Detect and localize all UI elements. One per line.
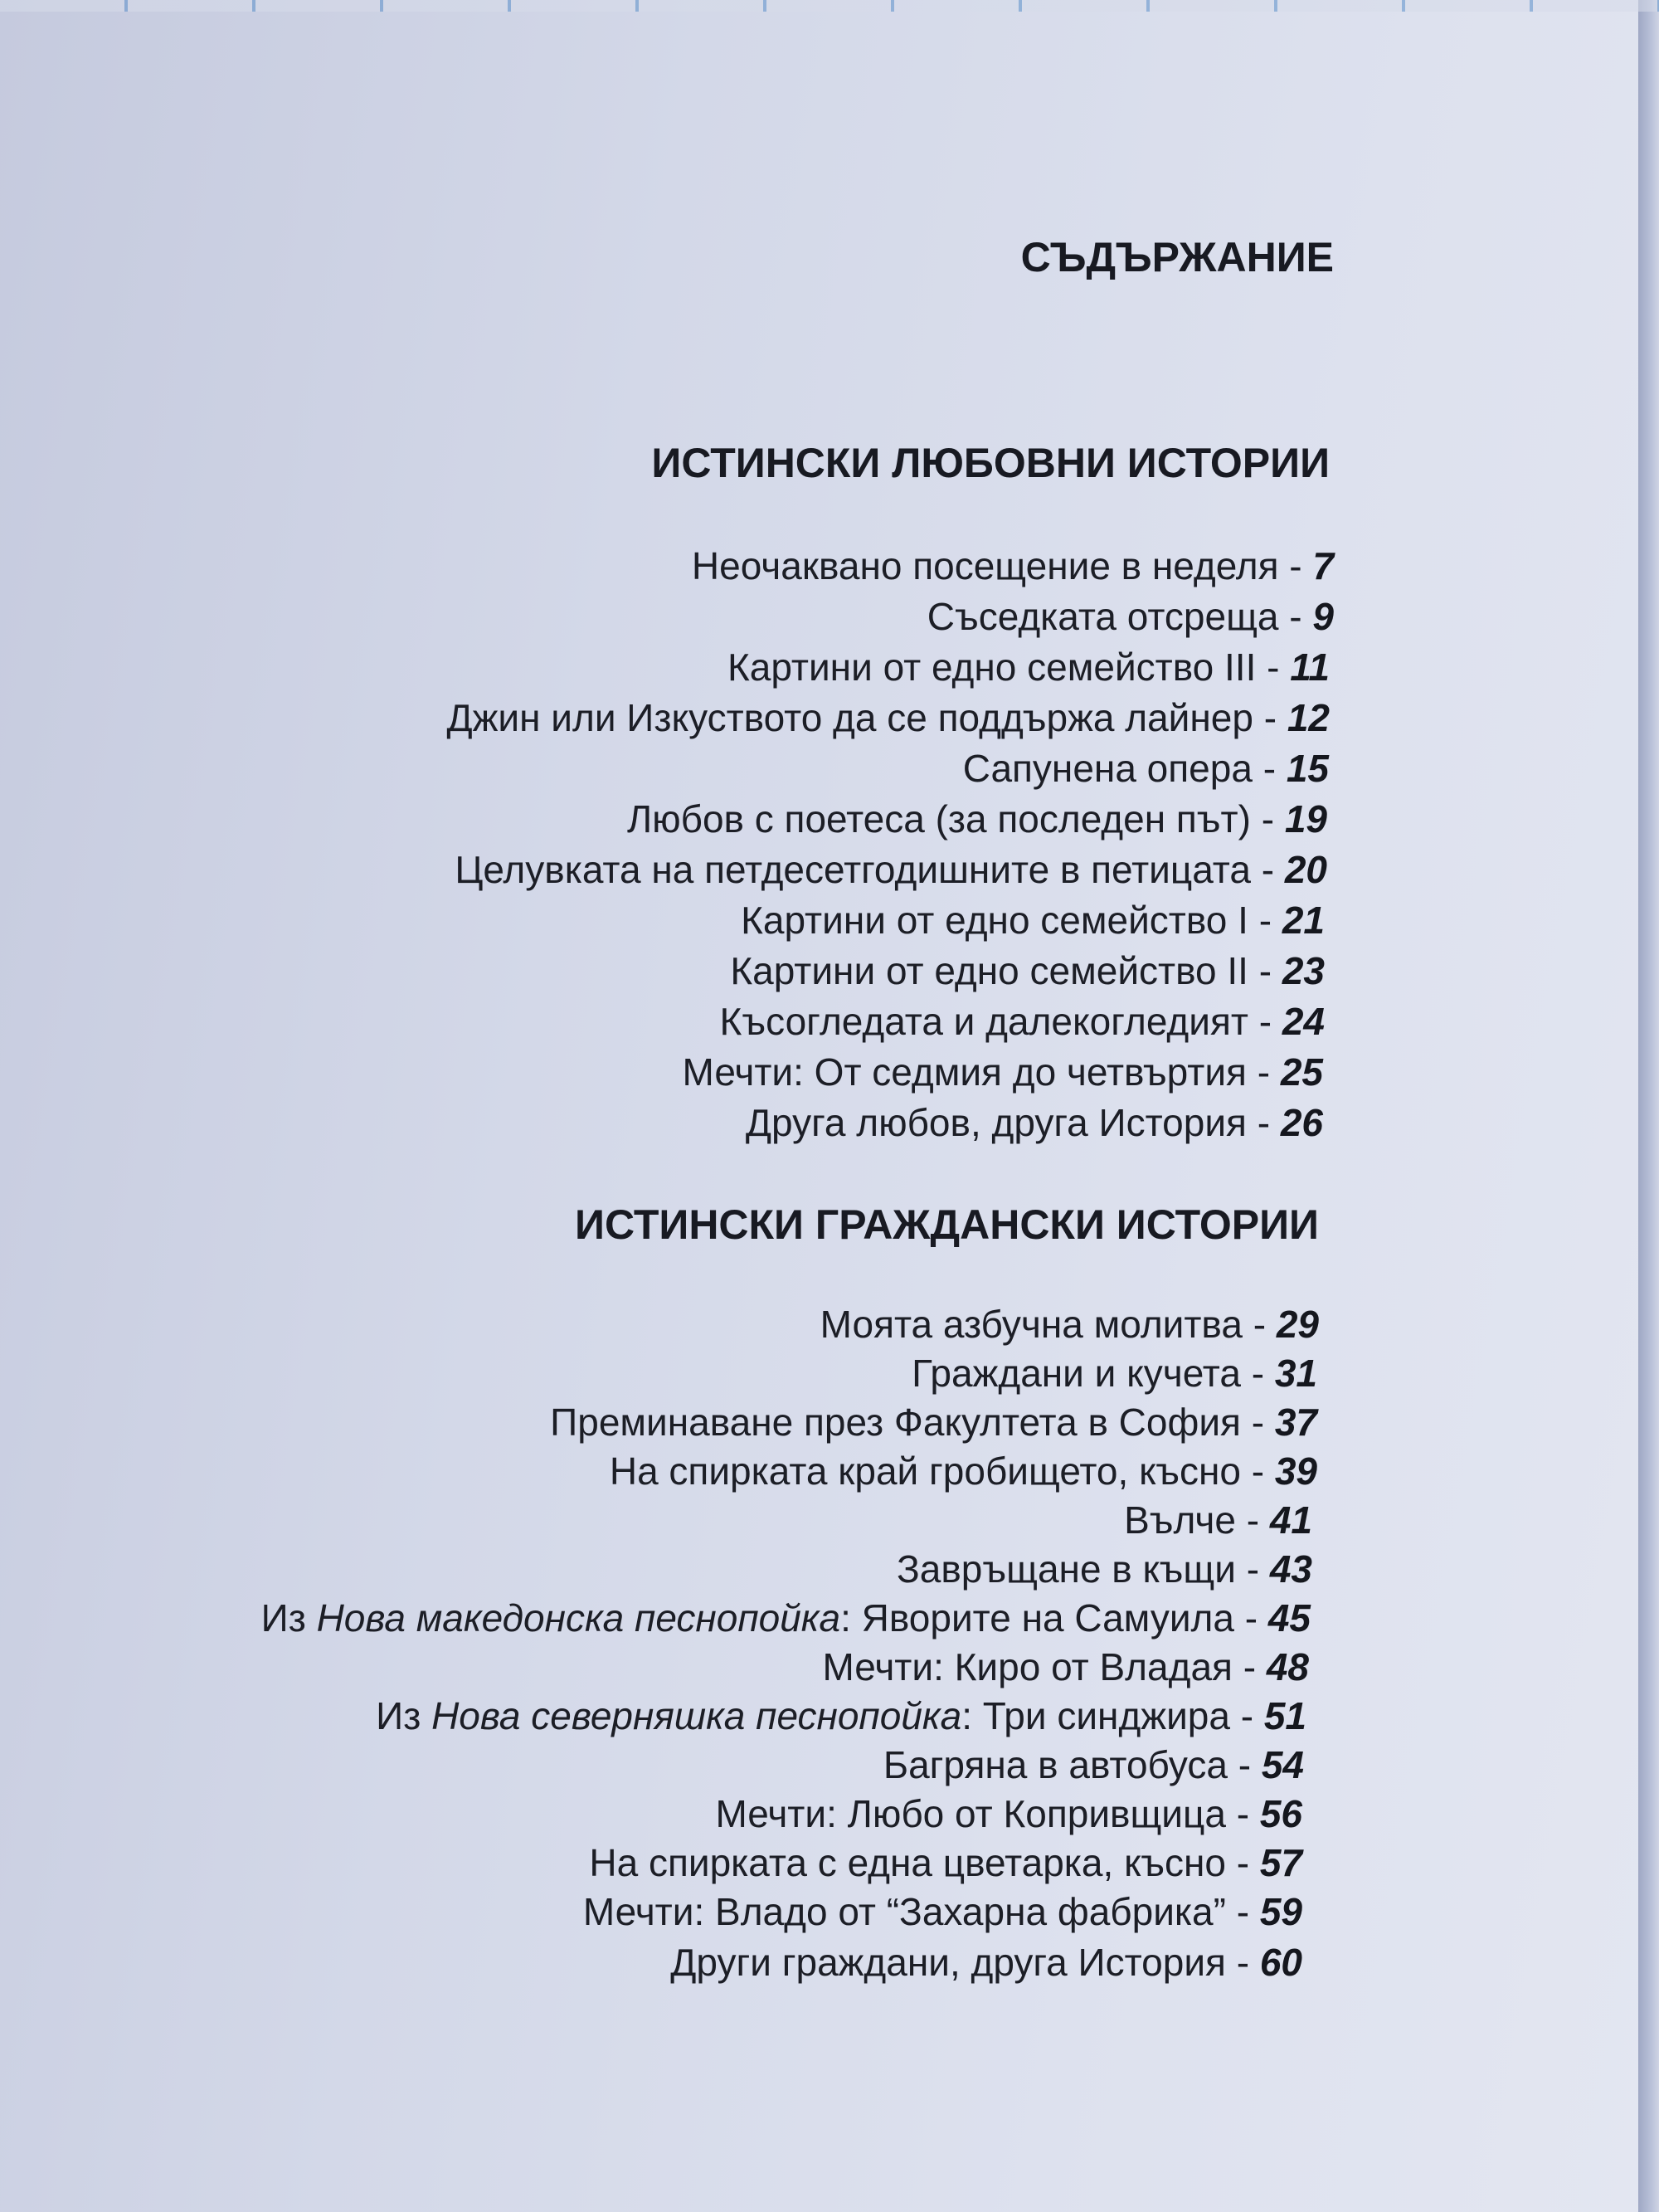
toc-page-number: 9 (1312, 595, 1334, 638)
toc-entry: Любов с поетеса (за последен път) - 19 (626, 797, 1327, 840)
toc-entry: Мечти: Владо от “Захарна фабрика” - 59 (582, 1890, 1302, 1933)
toc-entry: Друга любов, друга История - 26 (745, 1101, 1323, 1144)
toc-page-number: 20 (1284, 848, 1327, 891)
toc-entry-title: Картини от едно семейство I (741, 899, 1248, 942)
toc-page-number: 37 (1274, 1401, 1317, 1444)
toc-entry: Съседката отсреща - 9 (927, 595, 1334, 638)
toc-entry-title: Мечти: Киро от Владая (822, 1645, 1233, 1688)
toc-entry-title: Багряна в автобуса (883, 1743, 1228, 1786)
section-title-love-stories: ИСТИНСКИ ЛЮБОВНИ ИСТОРИИ (651, 440, 1330, 486)
toc-entry: Други граждани, друга История - 60 (670, 1941, 1302, 1984)
toc-entry: Целувката на петдесетгодишните в петицата - 20 (455, 848, 1327, 891)
toc-entry: Завръщане в къщи - 43 (896, 1547, 1312, 1591)
toc-page-number: 26 (1280, 1101, 1323, 1144)
toc-entry: Багряна в автобуса - 54 (883, 1743, 1304, 1786)
toc-entry: На спирката край гробището, късно - 39 (609, 1449, 1317, 1493)
toc-entry-title: Неочаквано посещение в неделя (691, 544, 1279, 587)
toc-page-number: 43 (1269, 1547, 1312, 1591)
toc-page-number: 7 (1312, 544, 1334, 587)
toc-page-number: 15 (1286, 747, 1329, 790)
toc-entry: Из Нова северняшка песнопойка: Три синджира - 51 (376, 1694, 1306, 1737)
toc-entry-title: Друга любов, друга История (745, 1101, 1247, 1144)
toc-entry: Мечти: Любо от Копривщица - 56 (715, 1792, 1302, 1835)
toc-page-number: 23 (1282, 949, 1325, 992)
toc-page-number: 12 (1287, 696, 1330, 739)
toc-entry-title: Други граждани, друга История (670, 1941, 1226, 1984)
toc-page-number: 24 (1282, 1000, 1325, 1043)
toc-entry: Картини от едно семейство II - 23 (730, 949, 1325, 992)
section-title-civic-stories: ИСТИНСКИ ГРАЖДАНСКИ ИСТОРИИ (575, 1201, 1319, 1248)
toc-entry: Неочаквано посещение в неделя - 7 (691, 544, 1334, 587)
toc-entry-title: Мечти: Любо от Копривщица (715, 1792, 1226, 1835)
toc-entry-title: На спирката край гробището, късно (609, 1449, 1241, 1493)
toc-entry-title: Картини от едно семейство II (730, 949, 1248, 992)
toc-entry-title: Из Нова македонска песнопойка: Яворите на Самуила (260, 1596, 1234, 1640)
toc-page-number: 48 (1266, 1645, 1309, 1688)
toc-entry: На спирката с една цветарка, късно - 57 (589, 1841, 1302, 1884)
toc-entry-title: Моята азбучна молитва (820, 1303, 1243, 1346)
toc-entry: Из Нова македонска песнопойка: Яворите на Самуила - 45 (260, 1596, 1311, 1640)
toc-entry: Джин или Изкуството да се поддържа лайнер - 12 (446, 696, 1330, 739)
toc-entry-title: Късогледата и далекогледият (719, 1000, 1248, 1043)
toc-entry-title: Вълче (1124, 1498, 1236, 1542)
toc-entry-title: Съседката отсреща (927, 595, 1279, 638)
toc-entry-title: Преминаване през Факултета в София (550, 1401, 1241, 1444)
toc-entry: Картини от едно семейство III - 11 (727, 646, 1330, 689)
toc-page-number: 31 (1274, 1352, 1317, 1395)
toc-page-number: 45 (1267, 1596, 1311, 1640)
toc-entry: Сапунена опера - 15 (962, 747, 1329, 790)
toc-entry-title: Завръщане в къщи (896, 1547, 1236, 1591)
toc-page-number: 51 (1263, 1694, 1306, 1737)
toc-entry: Мечти: Киро от Владая - 48 (822, 1645, 1309, 1688)
toc-entry-title: Мечти: Владо от “Захарна фабрика” (582, 1890, 1226, 1933)
toc-page-number: 29 (1276, 1303, 1319, 1346)
toc-entry-title: Граждани и кучета (912, 1352, 1241, 1395)
toc-page-number: 60 (1259, 1941, 1302, 1984)
page-title: СЪДЪРЖАНИЕ (1020, 234, 1334, 280)
toc-entry: Вълче - 41 (1124, 1498, 1312, 1542)
toc-page-number: 59 (1259, 1890, 1302, 1933)
toc-entry-title: Сапунена опера (962, 747, 1253, 790)
toc-entry: Граждани и кучета - 31 (912, 1352, 1317, 1395)
toc-page-number: 25 (1280, 1050, 1323, 1094)
toc-page-number: 41 (1269, 1498, 1312, 1542)
toc-entry: Късогледата и далекогледият - 24 (719, 1000, 1325, 1043)
toc-page-number: 21 (1282, 899, 1325, 942)
toc-page-number: 39 (1274, 1449, 1317, 1493)
toc-entry-title: Джин или Изкуството да се поддържа лайнер (446, 696, 1253, 739)
toc-entry-title: Целувката на петдесетгодишните в петицата (455, 848, 1251, 891)
toc-page-number: 56 (1259, 1792, 1302, 1835)
toc-page-number: 19 (1284, 797, 1327, 840)
toc-entry: Моята азбучна молитва - 29 (820, 1303, 1319, 1346)
toc-entry-title: На спирката с една цветарка, късно (589, 1841, 1226, 1884)
toc-entry-title: Мечти: От седмия до четвъртия (682, 1050, 1247, 1094)
toc-entry: Картини от едно семейство I - 21 (741, 899, 1325, 942)
toc-entry-title: Любов с поетеса (за последен път) (626, 797, 1251, 840)
toc-entry-title: Картини от едно семейство III (727, 646, 1257, 689)
toc-entry-title: Из Нова северняшка песнопойка: Три синджира (376, 1694, 1230, 1737)
toc-page-number: 11 (1290, 646, 1330, 689)
toc-page-number: 57 (1259, 1841, 1302, 1884)
toc-entry: Мечти: От седмия до четвъртия - 25 (682, 1050, 1323, 1094)
toc-entry: Преминаване през Факултета в София - 37 (550, 1401, 1317, 1444)
toc-page-number: 54 (1261, 1743, 1304, 1786)
